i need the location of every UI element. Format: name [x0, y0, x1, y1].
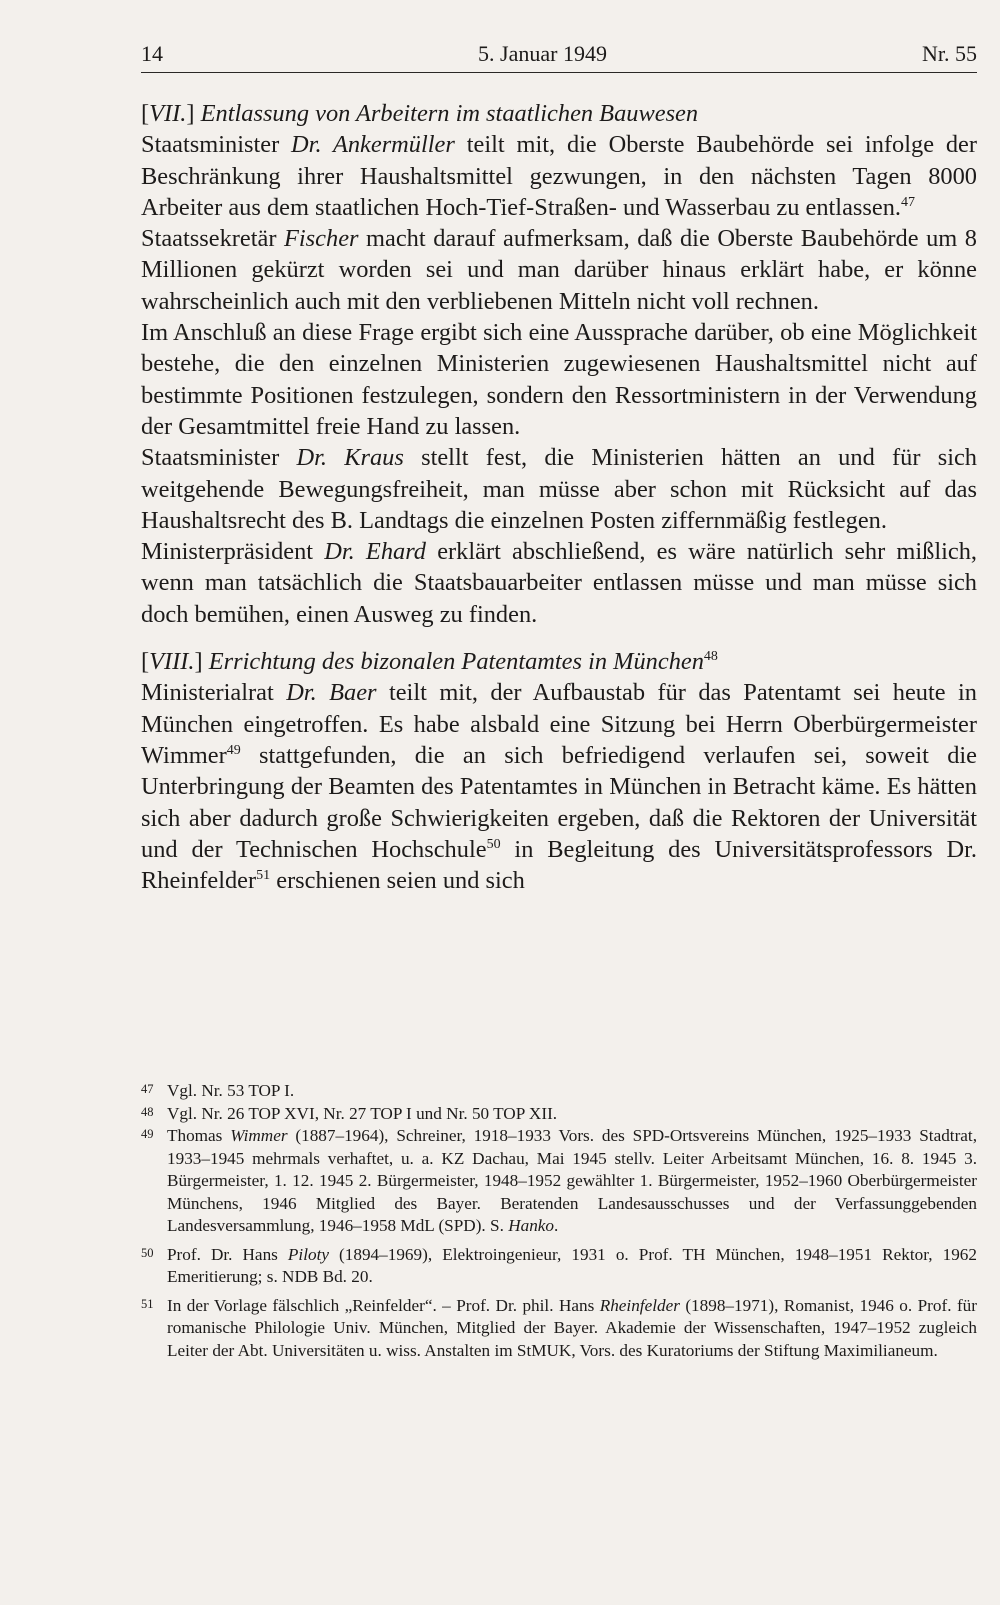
page-header: [141, 40, 977, 68]
footnotes: [141, 1080, 977, 1362]
body-text: [141, 98, 977, 896]
footnote: [141, 1080, 977, 1103]
footnote: [141, 1244, 977, 1289]
footnote-number: 49: [141, 1127, 154, 1141]
footnote-number: 48: [141, 1104, 154, 1119]
footnote-ref: 51: [256, 868, 271, 884]
footnote-text: In der Vorlage fälschlich „Reinfelder“. – Prof. Dr. phil. Hans Rheinfelder (1898–1971), Romanist, 1946 o. Prof. für romanische Philologie Univ. München, Mitglied der Bayer. Akademie der Wissenschaften, 1947–1952 zugleich Leiter der Abt. Universitäten u. wiss. Anstalten im StMUK, Vors. des Kuratoriums der Stiftung Maximilianeum.: [167, 1295, 977, 1360]
paragraph: Ministerpräsident Dr. Ehard erklärt abschließend, es wäre natürlich sehr mißlich, wenn man tatsächlich die Staatsbauarbeiter entlassen müsse und man müsse sich doch bemühen, einen Ausweg zu finden.: [141, 538, 978, 628]
footnote: [141, 1125, 977, 1238]
paragraph: Staatssekretär Fischer macht darauf aufmerksam, daß die Oberste Baubehörde um 8 Millionen gekürzt worden sei und man darüber hinaus erklärt habe, er könne wahrscheinlich auch mit den verbliebenen Mitteln nicht voll rechnen.: [141, 225, 978, 315]
footnote-ref: 49: [226, 742, 241, 758]
footnote-ref: 47: [901, 194, 916, 210]
footnote-text: Prof. Dr. Hans Piloty (1894–1969), Elektroingenieur, 1931 o. Prof. TH München, 1948–1951 Rektor, 1962 Emeritierung; s. NDB Bd. 20.: [167, 1244, 977, 1286]
footnote: [141, 1103, 977, 1126]
page-number: 14: [141, 41, 163, 66]
header-issue: Nr. 55: [921, 41, 977, 66]
paragraph: Staatsminister Dr. Kraus stellt fest, die Ministerien hätten an und für sich weitgehende Bewegungsfreiheit, man müsse aber schon mit Rücksicht auf das Haushaltsrecht des B. Landtags die einzelnen Posten ziffernmäßig festlegen.: [141, 444, 977, 534]
section-title-vii: [VII.] Entlassung von Arbeitern im staatlichen Bauwesen: [141, 100, 699, 127]
footnote-ref: 48: [703, 649, 718, 665]
footnote-text: Vgl. Nr. 53 TOP I.: [167, 1081, 295, 1100]
section-title-viii: [VIII.] Errichtung des bizonalen Patentamtes in München$^{48}$: [141, 648, 718, 676]
footnote-number: 47: [141, 1082, 154, 1096]
footnote-number: 51: [141, 1296, 154, 1311]
paragraph: Staatsminister Dr. Ankermüller teilt mit, die Oberste Baubehörde sei infolge der Beschränkung ihrer Haushaltsmittel gezwungen, in den nächsten Tagen 8000 Arbeiter aus dem staatlichen Hoch-Tief-Straßen- und Wasserbau zu entlassen.$^{47}$: [141, 131, 978, 221]
header-date: 5. Januar 1949: [478, 41, 607, 66]
header-rule: [141, 72, 977, 73]
footnote-text: Vgl. Nr. 26 TOP XVI, Nr. 27 TOP I und Nr. 50 TOP XII.: [167, 1103, 558, 1123]
footnote-text: Thomas Wimmer (1887–1964), Schreiner, 1918–1933 Vors. des SPD-Ortsvereins München, 1925–1933 Stadtrat, 1933–1945 mehrmals verhaftet, u. a. KZ Dachau, Mai 1945 stellv. Leiter Arbeitsamt München, 16. 8. 1945 3. Bürgermeister, 1. 12. 1945 2. Bürgermeister, 1948–1952 gewählter 1. Bürgermeister, 1952–1960 Oberbürgermeister Münchens, 1946 Mitglied des Bayer. Beratenden Landesausschusses und der Verfassunggebenden Landesversammlung, 1946–1958 MdL (SPD). S. Hanko.: [167, 1126, 977, 1235]
footnote-number: 50: [141, 1245, 154, 1260]
footnote-ref: 50: [486, 836, 501, 852]
footnote: [141, 1295, 977, 1363]
paragraph: Ministerialrat Dr. Baer teilt mit, der Aufbaustab für das Patentamt sei heute in München eingetroffen. Es habe alsbald eine Sitzung bei Herrn Oberbürgermeister Wimmer$^{49}$ stattgefunden, die an sich befriedigend verlaufen sei, soweit die Unterbringung der Beamten des Patentamtes in München in Betracht käme. Es hätten sich aber dadurch große Schwierigkeiten ergeben, daß die Rektoren der Universität und der Technischen Hochschule$^{50}$ in Begleitung des Universitätsprofessors Dr. Rheinfelder$^{51}$ erschienen seien und sich: [141, 679, 977, 895]
paragraph: Im Anschluß an diese Frage ergibt sich eine Aussprache darüber, ob eine Möglichkeit bestehe, die den einzelnen Ministerien zugewiesenen Haushaltsmittel nicht auf bestimmte Positionen festzulegen, sondern den Ressortministern in der Verwendung der Gesamtmittel freie Hand zu lassen.: [141, 319, 977, 440]
